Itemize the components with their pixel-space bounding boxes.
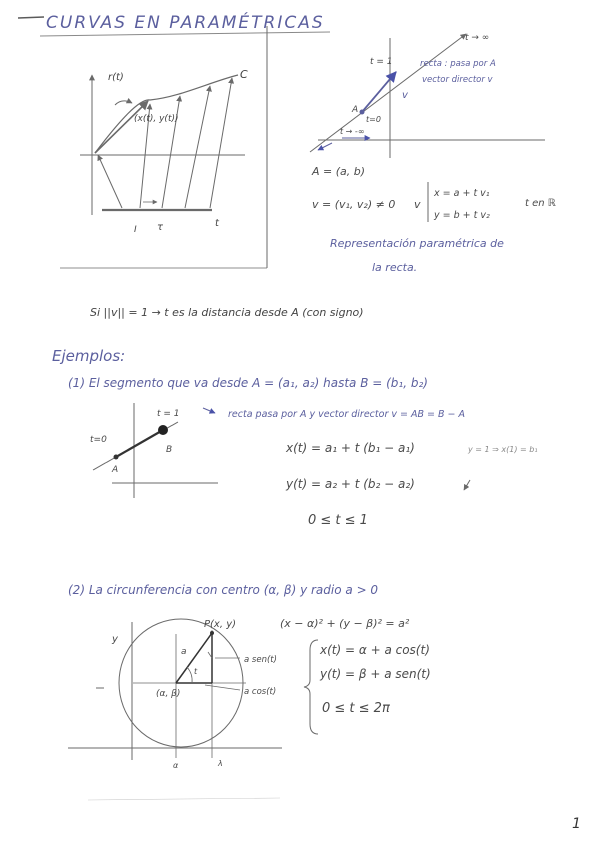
direction-vector (362, 72, 396, 112)
t-range: t en ℝ (525, 198, 556, 209)
parametric-line (310, 34, 466, 152)
t-label: t (215, 218, 219, 229)
acos-label: a cos(t) (244, 687, 277, 697)
ex1-range: 0 ≤ t ≤ 1 (308, 513, 368, 528)
page-number: 1 (572, 816, 581, 832)
unit-vector-note: Si ||v|| = 1 → t es la distancia desde A (con signo) (90, 306, 364, 319)
ex2-range: 0 ≤ t ≤ 2π (322, 701, 390, 716)
segment-ab (116, 430, 163, 457)
ex1-t-zero-label: t=0 (90, 435, 107, 445)
example-1-note: recta pasa por A y vector director v = AB = B − A (228, 409, 466, 420)
point-label: (x(t), y(t)) (134, 114, 179, 124)
point-a (114, 455, 119, 460)
curve-label: C (240, 68, 248, 81)
curve-arrow (115, 101, 132, 105)
p-label: P(x, y) (204, 619, 237, 630)
circle-equation: (x − α)² + (y − β)² = a² (280, 617, 410, 630)
lambda-tick-label: λ (218, 759, 223, 768)
alpha-tick-label: α (173, 761, 179, 770)
point-p (210, 631, 214, 635)
interval-i-label: I (134, 225, 137, 235)
t-zero-label: t=0 (366, 115, 381, 124)
point-b (158, 425, 168, 435)
position-vector (95, 101, 148, 153)
ex1-y-equation: y(t) = a₂ + t (b₂ − a₂) (286, 477, 415, 491)
r-label: r(t) (108, 72, 124, 83)
caption-line-1: Representación paramétrica de (330, 237, 504, 250)
t-neg-infinity-label: t → -∞ (340, 127, 365, 136)
asen-label: a sen(t) (244, 655, 277, 665)
page-title: CURVAS EN PARAMÉTRICAS (46, 13, 325, 33)
ex1-a-label: A (112, 465, 119, 475)
caption-line-2: la recta. (372, 261, 418, 274)
tau-label: τ (157, 222, 164, 233)
t-infinity-label: t → ∞ (465, 33, 490, 43)
radius-a-label: a (181, 647, 187, 657)
v-side-label: v (414, 198, 421, 211)
v-definition: v = (v₁, v₂) ≠ 0 (312, 198, 396, 211)
footer-line (88, 798, 280, 800)
figure-parametric-curve (60, 26, 267, 268)
examples-heading: Ejemplos: (52, 347, 126, 365)
ex1-b-label: B (166, 445, 173, 455)
ex2-x-equation: x(t) = α + a cos(t) (320, 643, 430, 657)
ex1-x-equation: x(t) = a₁ + t (b₁ − a₁) (286, 441, 415, 455)
line-note-1: recta : pasa por A (420, 59, 496, 69)
ex2-y-equation: y(t) = β + a sen(t) (320, 667, 431, 681)
a-point-label: A (352, 105, 359, 115)
example-1-heading: (1) El segmento que va desde A = (a₁, a₂) hasta B = (b₁, b₂) (68, 376, 428, 390)
figure-line (310, 34, 545, 158)
ex1-t-one-label: t = 1 (157, 409, 180, 419)
a-definition: A = (a, b) (312, 165, 366, 178)
y-parametric-equation: y = b + t v₂ (434, 210, 490, 221)
y-axis-label: y (112, 634, 118, 645)
v-label: v (402, 90, 408, 101)
example-2-heading: (2) La circunferencia con centro (α, β) y radio a > 0 (68, 583, 379, 597)
x-parametric-equation: x = a + t v₁ (434, 188, 490, 199)
line-note-2: vector director v (422, 75, 493, 85)
t-one-label: t = 1 (370, 57, 393, 67)
angle-t-label: t (194, 667, 198, 676)
ex1-side-note: y = 1 ⇒ x(1) = b₁ (468, 445, 538, 454)
title-dash (18, 17, 44, 18)
center-label: (α, β) (156, 689, 181, 699)
system-brace (304, 640, 318, 734)
